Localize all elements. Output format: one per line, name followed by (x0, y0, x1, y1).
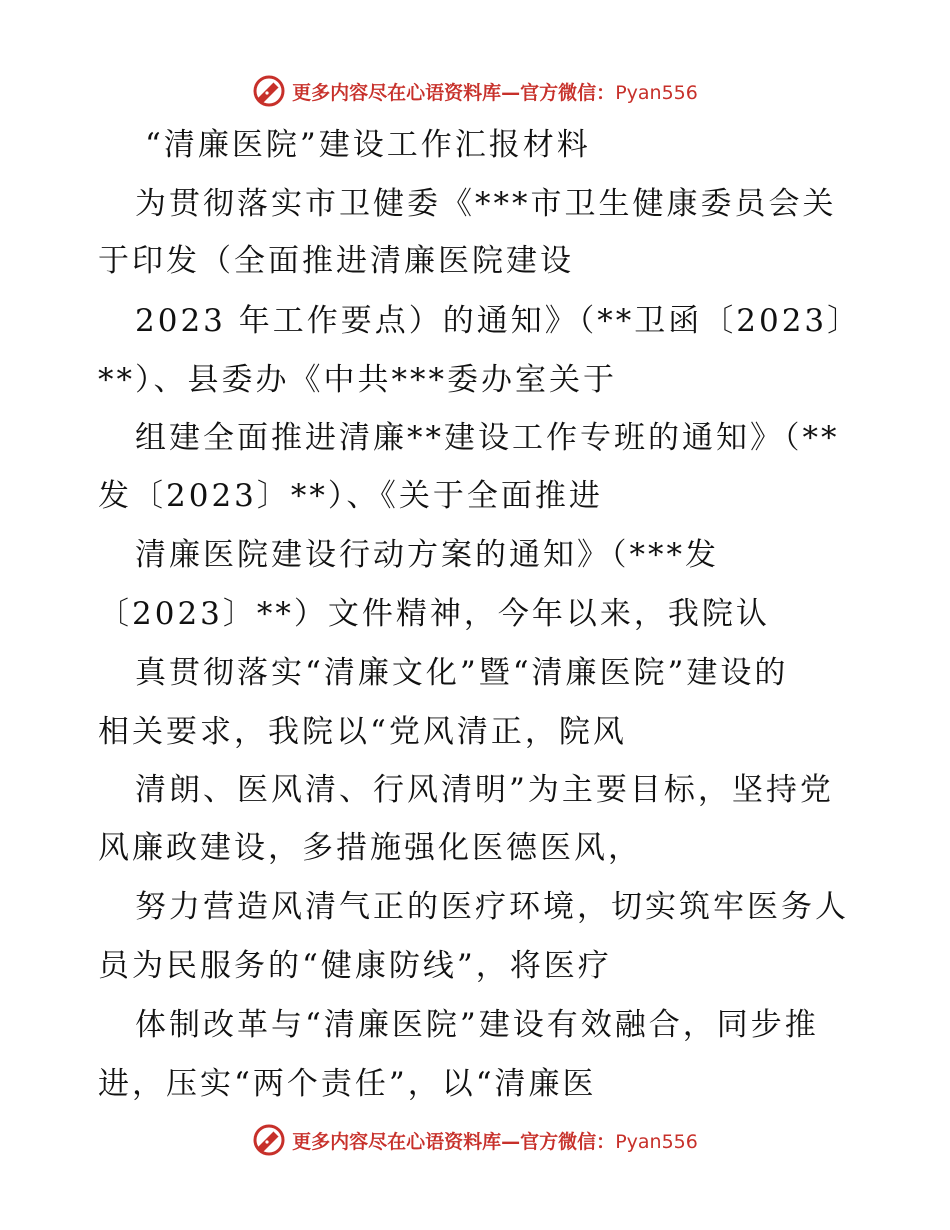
document-title: “清廉医院”建设工作汇报材料 (145, 127, 591, 163)
text-line: 努力营造风清气正的医疗环境，切实筑牢医务人 (135, 889, 849, 925)
watermark-label: 官方微信： (520, 81, 616, 104)
text-line: 〔2023〕**）文件精神，今年以来，我院认 (98, 596, 770, 632)
footer-watermark (0, 1120, 950, 1160)
text-line: 发〔2023〕**）、《关于全面推进 (98, 478, 603, 514)
watermark-text (292, 78, 698, 105)
watermark-text (292, 1127, 698, 1154)
text-line: 真贯彻落实“清廉文化”暨“清廉医院”建设的 (135, 655, 789, 691)
pen-nib-circle-icon (252, 74, 286, 108)
text-line: 为贯彻落实市卫健委《***市卫生健康委员会关 (135, 186, 837, 222)
text-line: 清廉医院建设行动方案的通知》（***发 (135, 537, 719, 573)
text-line: 相关要求，我院以“党风清正，院风 (98, 714, 627, 750)
text-line: 于印发（全面推进清廉医院建设 (98, 243, 574, 279)
watermark-label: 官方微信： (520, 1130, 616, 1153)
text-line: 2023 年工作要点）的通知》（**卫函〔2023〕 (135, 303, 862, 339)
watermark-handle: Pyan556 (615, 81, 698, 104)
text-line: 风廉政建设，多措施强化医德医风， (98, 830, 642, 866)
watermark-handle: Pyan556 (615, 1130, 698, 1153)
text-line: 进，压实“两个责任”，以“清廉医 (98, 1066, 597, 1102)
text-line: 清朗、医风清、行风清明”为主要目标，坚持党 (135, 772, 834, 808)
pen-nib-circle-icon (252, 1123, 286, 1157)
text-line: 组建全面推进清廉**建设工作专班的通知》（** (135, 420, 840, 456)
watermark-main: 更多内容尽在心语资料库 (292, 1130, 502, 1153)
watermark-main: 更多内容尽在心语资料库 (292, 81, 502, 104)
text-line: 体制改革与“清廉医院”建设有效融合，同步推 (135, 1007, 819, 1043)
watermark-separator: — (501, 1130, 521, 1153)
text-line: 员为民服务的“健康防线”，将医疗 (98, 948, 612, 984)
text-line: **）、县委办《中共***委办室关于 (98, 362, 617, 398)
watermark-separator: — (501, 81, 521, 104)
header-watermark (0, 71, 950, 111)
